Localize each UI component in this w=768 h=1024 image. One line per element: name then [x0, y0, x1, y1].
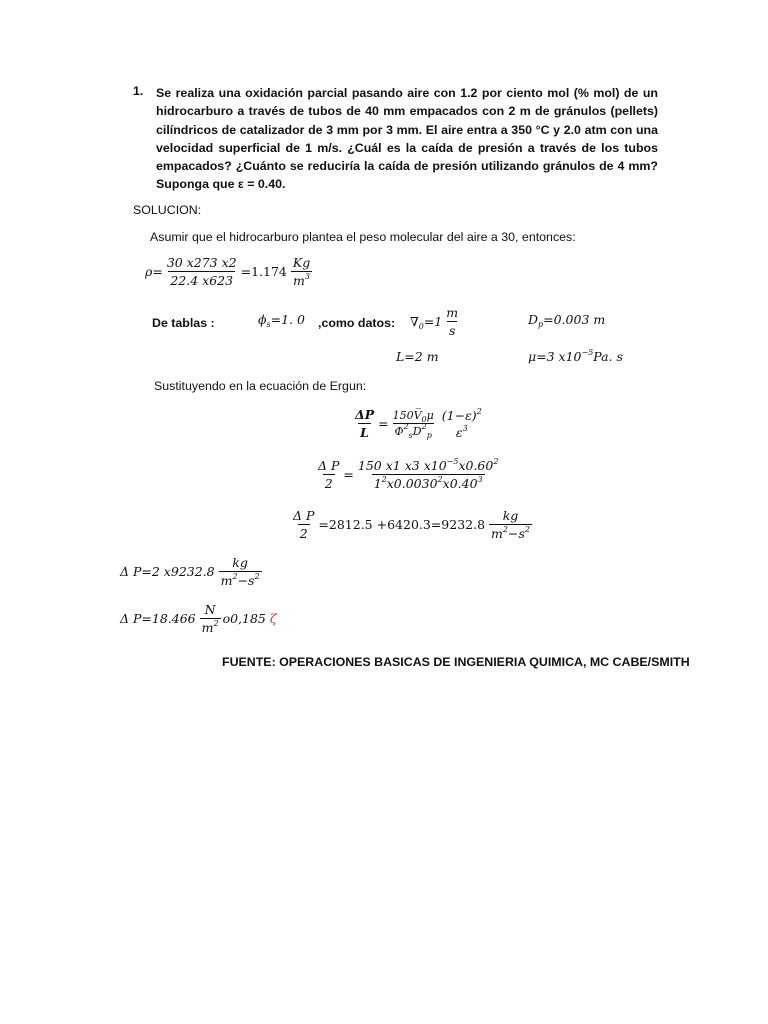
density-unit-den: $m^3$ — [293, 272, 310, 288]
density-result: =1.174 — [240, 264, 287, 279]
pressure-drop-final: Δ P=18.466 $\frac{N}{m^2}$ o0,185 ζ — [120, 602, 277, 635]
source-line: FUENTE: OPERACIONES BASICAS DE INGENIERIA QUIMICA, MC CABE/SMITH — [222, 655, 690, 669]
solution-heading: SOLUCION: — [133, 203, 202, 217]
density-lhs: ρ= — [145, 264, 163, 279]
ergun-equation: $\frac{\Delta P}{L}$ = $\frac{150V̅_0\mu}{\Phi^2_sD^2_p}$ $(1-\varepsilon)^2$ $\varepsilon^3$ — [355, 406, 482, 440]
density-denominator: 22.4 x623 — [170, 273, 234, 288]
density-equation — [145, 255, 314, 288]
density-unit-num: Kg — [292, 255, 311, 270]
density-unit — [291, 255, 312, 288]
pressure-drop-half: $\frac{\text{Δ P}}{2}$ =2812.5 +6420.3=9232.8 $\frac{kg}{m^2-s^2}$ — [293, 508, 530, 541]
viscosity-value: μ=3 $x10^{-5}Pa$. s — [528, 348, 623, 364]
pressure-drop-total: Δ P=2 x9232.8 $\frac{kg}{m^2-s^2}$ — [120, 555, 260, 588]
density-fraction — [165, 255, 239, 288]
density-numerator: 30 x273 x2 — [166, 255, 237, 270]
particle-diameter: $D_p=0.003$ m — [528, 312, 606, 329]
ergun-label: Sustituyendo en la ecuación de Ergun: — [154, 379, 367, 393]
assumption-text: Asumir que el hidrocarburo plantea el peso molecular del aire a 30, entonces: — [150, 230, 576, 244]
tables-label: De tablas : — [152, 316, 215, 330]
length-value: L=2 m — [396, 349, 439, 364]
ergun-substitution: $\frac{\text{Δ P}}{2}$ = $\frac{150 x1 x3 x10^{-5}x0.60^2}{1^2x0.0030^2x0.40^3}$ — [318, 457, 499, 491]
symbol-marker: ζ — [269, 611, 277, 626]
problem-statement: Se realiza una oxidación parcial pasando aire con 1.2 por ciento mol (% mol) de un hidrocarburo a través de tubos de 40 mm empacados con 2 m de gránulos (pellets) cilíndricos de catalizador de 3 mm por 3 mm. El aire entra a 350 °C y 2.0 atm con una velocidad superficial de 1 m/s. ¿Cuál es la caída de presión a través de los tubos empacados? ¿Cuánto se reduciría la caída de presión utilizando gránulos de 4 mm? Suponga que ε = 0.40. — [156, 86, 658, 192]
velocity-value: $\nabla_0=1$ $\frac{m}{s}$ — [410, 305, 459, 338]
data-label: ,como datos: — [318, 316, 396, 330]
phi-value: $\phi_s=1$. 0 — [258, 312, 305, 329]
problem-number: 1. — [133, 84, 144, 98]
